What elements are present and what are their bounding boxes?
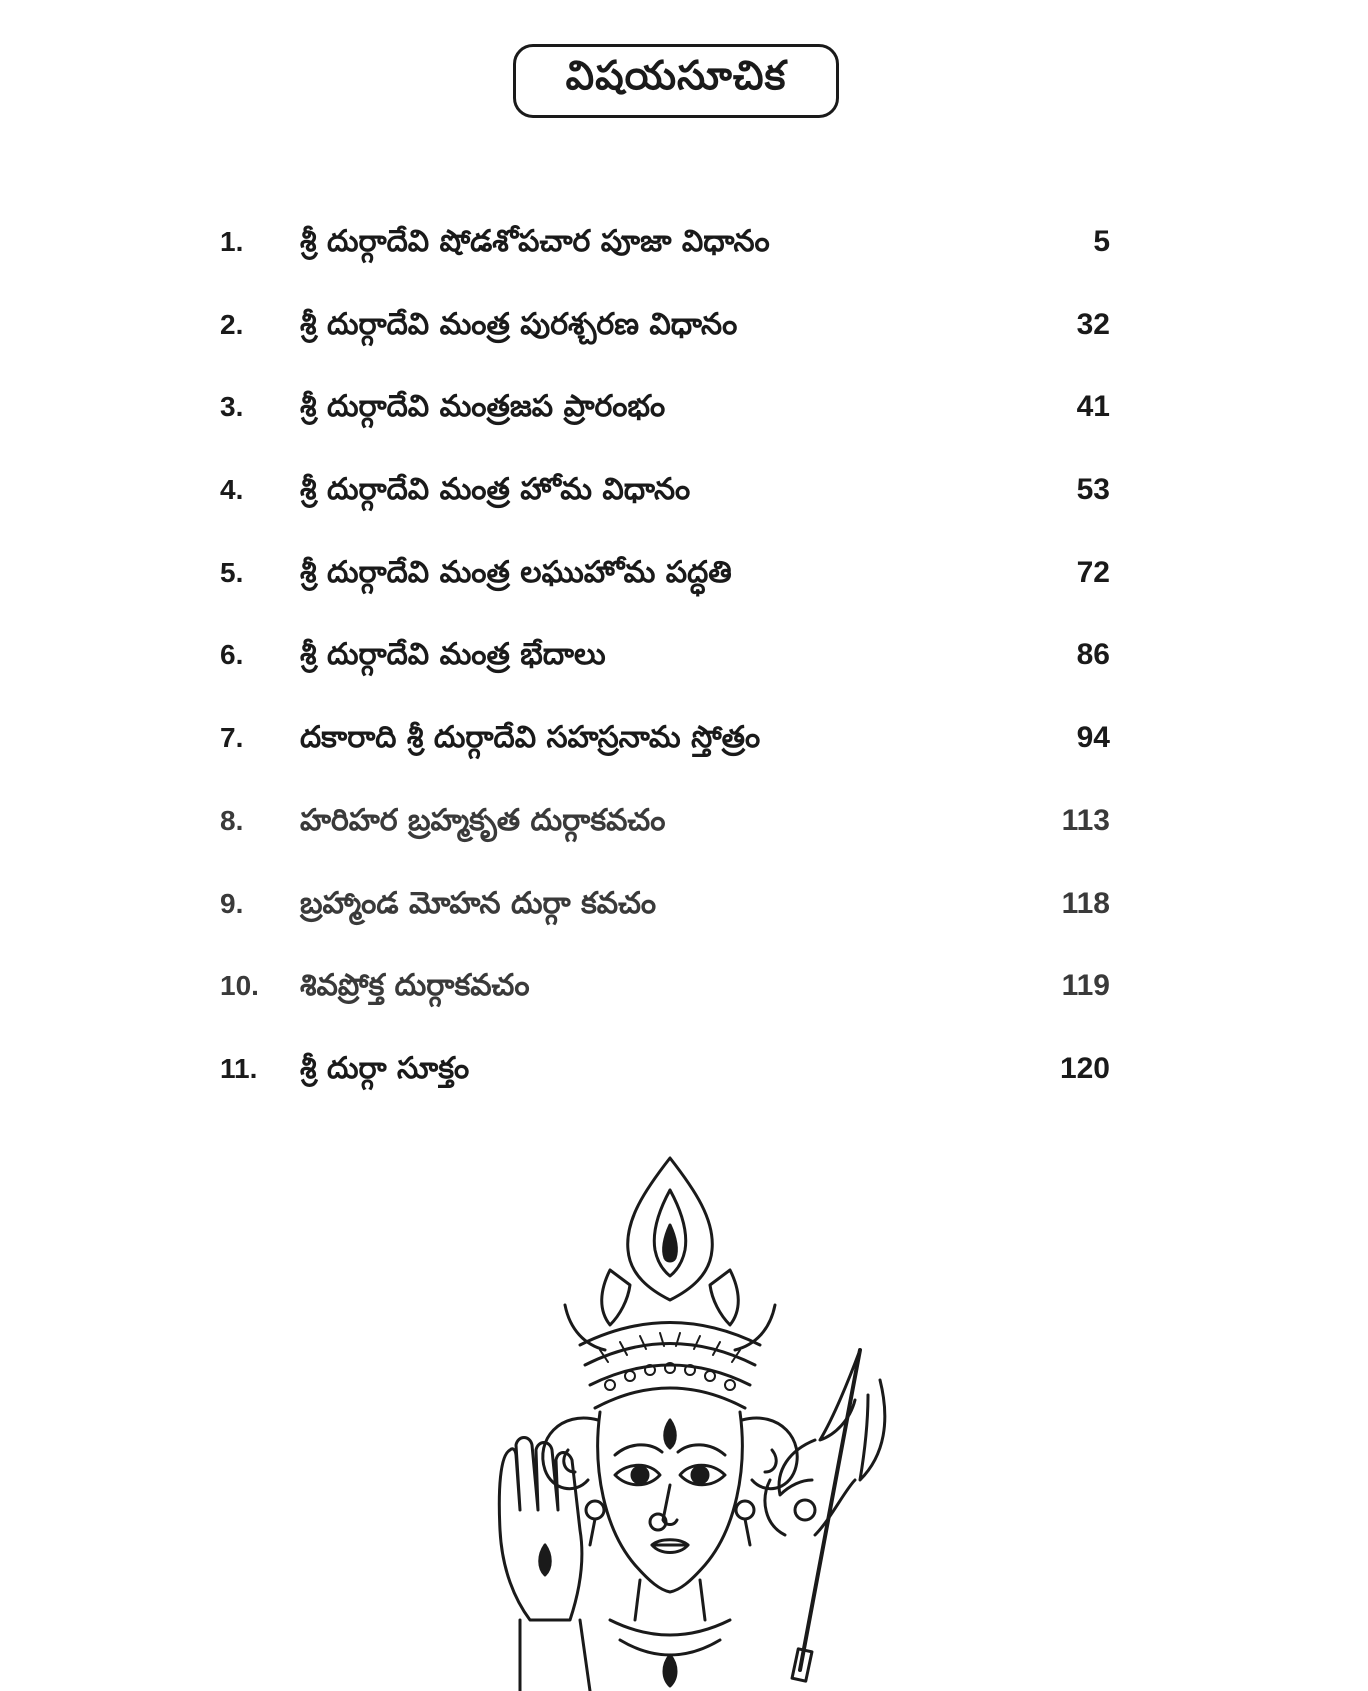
toc-page-number: 86 [1076, 638, 1110, 672]
toc-number: 9. [220, 887, 244, 919]
toc-title: హరిహర బ్రహ్మకృత దుర్గాకవచం [300, 802, 666, 838]
toc-title: బ్రహ్మాండ మోహన దుర్గా కవచం [300, 885, 657, 921]
toc-number: 1. [220, 226, 244, 257]
toc-title: శ్రీ దుర్గాదేవి మంత్ర పురశ్చరణ విధానం [300, 306, 738, 342]
toc-title: శ్రీ దుర్గాదేవి మంత్ర లఘుహోమ పద్ధతి [300, 554, 732, 590]
toc-entry-5[interactable] [220, 551, 1110, 634]
toc-title: దకారాది శ్రీ దుర్గాదేవి సహస్రనామ స్తోత్రం [300, 720, 761, 756]
toc-number: 2. [220, 308, 244, 340]
toc-number: 7. [220, 722, 244, 754]
toc-entry-6[interactable] [220, 633, 1110, 716]
toc-entry-9[interactable] [220, 882, 1110, 965]
toc-page-number: 119 [1061, 969, 1110, 1003]
toc-number: 5. [220, 556, 244, 588]
toc-title: శ్రీ దుర్గాదేవి షోడశోపచార పూజా విధానం [300, 224, 770, 259]
toc-page-number: 120 [1059, 1051, 1110, 1085]
toc-title: శ్రీ దుర్గా సూక్తం [300, 1050, 470, 1086]
toc-number: 3. [220, 391, 244, 423]
toc-title: శ్రీ దుర్గాదేవి మంత్ర భేదాలు [300, 637, 606, 673]
toc-number: 4. [220, 474, 244, 506]
toc-page-number: 41 [1076, 390, 1110, 424]
toc-page-number: 113 [1061, 803, 1110, 837]
page-title: విషయసూచిక [565, 53, 787, 99]
toc-entry-8[interactable] [220, 799, 1110, 882]
toc-number: 6. [220, 639, 244, 671]
toc-entry-2[interactable] [220, 303, 1110, 386]
toc-title: శ్రీ దుర్గాదేవి మంత్రజప ప్రారంభం [300, 389, 666, 425]
toc-page-number: 53 [1076, 473, 1110, 507]
goddess-durga-icon [460, 1150, 940, 1691]
toc-page-number: 5 [1093, 225, 1110, 258]
toc-page-number: 72 [1076, 555, 1110, 589]
toc-entry-7[interactable] [220, 716, 1110, 799]
toc-page-number: 94 [1076, 721, 1110, 755]
toc-entry-1[interactable] [220, 220, 1110, 303]
toc-entry-10[interactable] [220, 964, 1110, 1047]
toc-number: 10. [220, 970, 259, 1002]
toc-entry-3[interactable] [220, 385, 1110, 468]
toc-number: 8. [220, 804, 244, 836]
toc-entry-11[interactable] [220, 1047, 1110, 1130]
toc-title: శివప్రోక్త దుర్గాకవచం [300, 968, 530, 1004]
toc-page-number: 32 [1076, 307, 1110, 341]
toc-page-number: 118 [1061, 886, 1110, 920]
table-of-contents [220, 220, 1110, 1130]
toc-number: 11. [220, 1052, 258, 1084]
heading-box [513, 44, 839, 118]
toc-entry-4[interactable] [220, 468, 1110, 551]
toc-title: శ్రీ దుర్గాదేవి మంత్ర హోమ విధానం [300, 472, 691, 508]
